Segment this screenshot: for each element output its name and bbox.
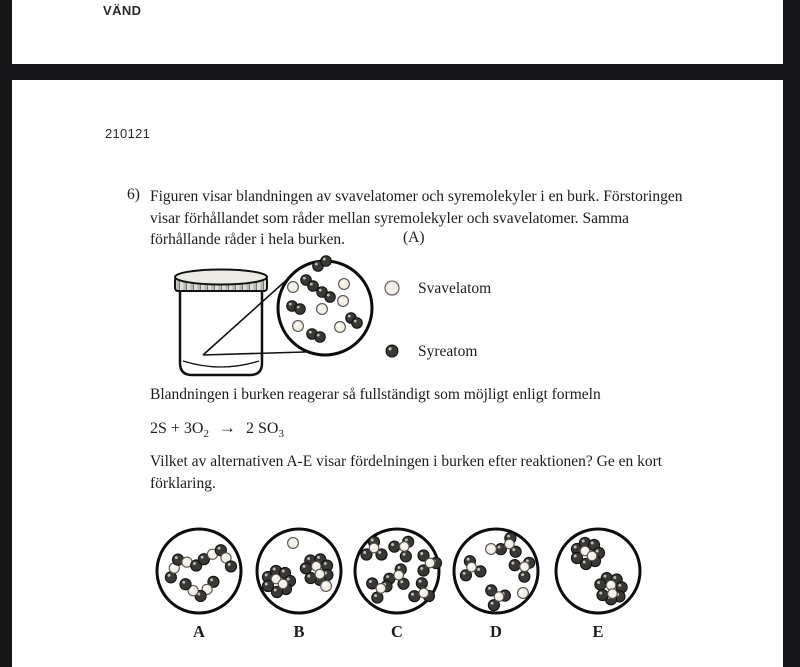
answer-key-marker: (A): [403, 229, 425, 246]
question-number: 6): [127, 186, 140, 203]
mixture-figure: [12, 80, 783, 667]
turn-page-label: VÄND: [103, 3, 142, 18]
answer-circle-c: [355, 529, 442, 613]
answer-option-circles: [157, 529, 640, 613]
document-number: 210121: [105, 126, 151, 141]
prompt-text: [150, 451, 662, 494]
answer-circle-d: [454, 529, 538, 613]
legend-oxygen-label: Syreatom: [418, 343, 478, 360]
sulfur-atom-icon: [385, 281, 399, 295]
formula-lhs-subscript: 2: [203, 428, 209, 441]
legend-icons: [385, 281, 399, 357]
reaction-formula: [150, 418, 284, 440]
answer-circle-e: [556, 529, 640, 613]
question-text-line-2: visar förhållandet som råder mellan syremolekyler och svavelatomer. Samma: [150, 209, 630, 227]
option-label-a: A: [193, 622, 205, 641]
previous-page-bottom: [12, 0, 783, 64]
option-label-e: E: [592, 622, 604, 641]
answer-circle-a: [157, 529, 241, 613]
question-text-line-3: förhållande råder i hela burken.: [150, 231, 345, 249]
legend-sulfur-label: Svavelatom: [418, 280, 492, 297]
question-text-line-1: Figuren visar blandningen av svavelatomer och syremolekyler i en burk. Förstoringen: [150, 188, 683, 205]
oxygen-atom-icon: [386, 345, 398, 357]
exam-page: [12, 80, 783, 667]
jar-illustration: [175, 270, 267, 376]
option-label-d: D: [490, 622, 502, 641]
formula-lhs: 2S + 3O: [150, 420, 204, 437]
formula-rhs-subscript: 3: [278, 428, 284, 441]
prompt-line-2: förklaring.: [150, 474, 216, 492]
formula-rhs: 2 SO: [245, 420, 279, 437]
reaction-arrow: →: [218, 418, 236, 437]
prompt-line-1: Vilket av alternativen A-E visar fördelningen i burken efter reaktionen? Ge en kort: [150, 453, 663, 470]
option-label-c: C: [391, 622, 403, 641]
reaction-intro-text: Blandningen i burken reagerar så fullständigt som möjligt enligt formeln: [150, 386, 601, 403]
page-separator: [12, 64, 783, 80]
option-label-b: B: [293, 622, 305, 641]
answer-circle-b: [257, 529, 341, 613]
